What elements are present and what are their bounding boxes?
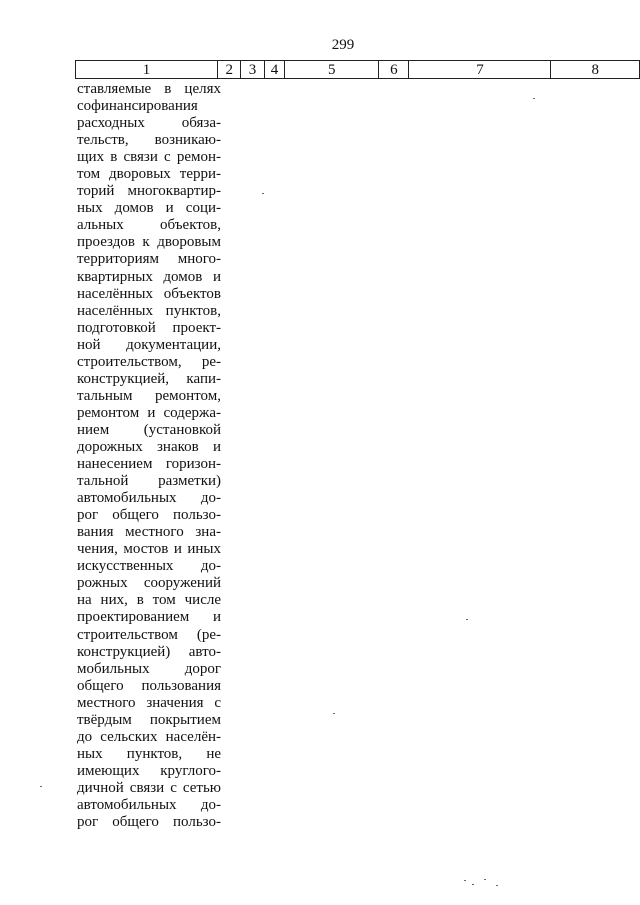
text-line: подготовкой проект- [77, 319, 221, 336]
text-line: ных домов и соци- [77, 200, 221, 217]
text-line: нанесением горизон- [77, 456, 221, 473]
text-line: тальной разметки) [77, 473, 221, 490]
text-line: ных пунктов, не [77, 745, 221, 762]
text-line: конструкцией, капи- [77, 370, 221, 387]
column-number-6: 6 [379, 61, 409, 79]
text-line: территориям много- [77, 251, 221, 268]
text-line: нием (установкой [77, 421, 221, 438]
text-line: мобильных дорог [77, 660, 221, 677]
column-number-2: 2 [218, 61, 241, 79]
column-number-4: 4 [264, 61, 284, 79]
table-column-numbers [75, 60, 640, 79]
text-line: твёрдым покрытием [77, 711, 221, 728]
text-line: ной документации, [77, 336, 221, 353]
text-line: местного значения с [77, 694, 221, 711]
text-line: софинансирования [77, 98, 198, 115]
text-line: том дворовых терри- [77, 166, 221, 183]
header-row [76, 61, 640, 79]
text-line: рог общего пользо- [77, 507, 221, 524]
text-line: щих в связи с ремон- [77, 149, 221, 166]
scan-speck [472, 884, 474, 885]
text-line: дичной связи с сетью [77, 779, 221, 796]
text-line: чения, мостов и иных [77, 541, 221, 558]
text-line: ремонтом и содержа- [77, 404, 221, 421]
text-line: автомобильных до- [77, 796, 221, 813]
text-line: на них, в том числе [77, 592, 221, 609]
scan-speck [464, 880, 466, 881]
column-number-1: 1 [76, 61, 218, 79]
column-number-5: 5 [285, 61, 379, 79]
scan-speck [40, 786, 42, 787]
text-line: рог общего пользо- [77, 814, 221, 831]
column-number-7: 7 [409, 61, 551, 79]
text-line: альных объектов, [77, 217, 221, 234]
scan-speck [333, 713, 335, 714]
text-line: дорожных знаков и [77, 438, 221, 455]
text-line: населённых пунктов, [77, 302, 221, 319]
text-line: конструкцией) авто- [77, 643, 221, 660]
text-line: искусственных до- [77, 558, 221, 575]
scan-speck [484, 879, 486, 880]
text-line: населённых объектов [77, 285, 221, 302]
text-line: ставляемые в целях [77, 81, 221, 97]
scan-speck [466, 619, 468, 620]
text-line: строительством (ре- [77, 626, 221, 643]
text-line: общего пользования [77, 677, 221, 694]
text-line: расходных обяза- [77, 115, 221, 132]
text-line: имеющих круглого- [77, 762, 221, 779]
text-line: торий многоквартир- [77, 183, 221, 200]
column-1-text [77, 81, 221, 831]
column-number-3: 3 [241, 61, 264, 79]
scan-speck [496, 885, 498, 886]
text-line: до сельских населён- [77, 728, 221, 745]
text-line: строительством, ре- [77, 353, 221, 370]
text-line: тельств, возникаю- [77, 132, 221, 149]
page-number: 299 [331, 37, 355, 53]
text-line: тальным ремонтом, [77, 387, 221, 404]
text-line: проектированием и [77, 609, 221, 626]
text-line: проездов к дворовым [77, 234, 221, 251]
scan-speck [262, 193, 264, 194]
text-line: вания местного зна- [77, 524, 221, 541]
scan-speck [533, 98, 535, 99]
text-line: квартирных домов и [77, 268, 221, 285]
text-line: рожных сооружений [77, 575, 221, 592]
text-line: автомобильных до- [77, 490, 221, 507]
column-number-8: 8 [551, 61, 640, 79]
